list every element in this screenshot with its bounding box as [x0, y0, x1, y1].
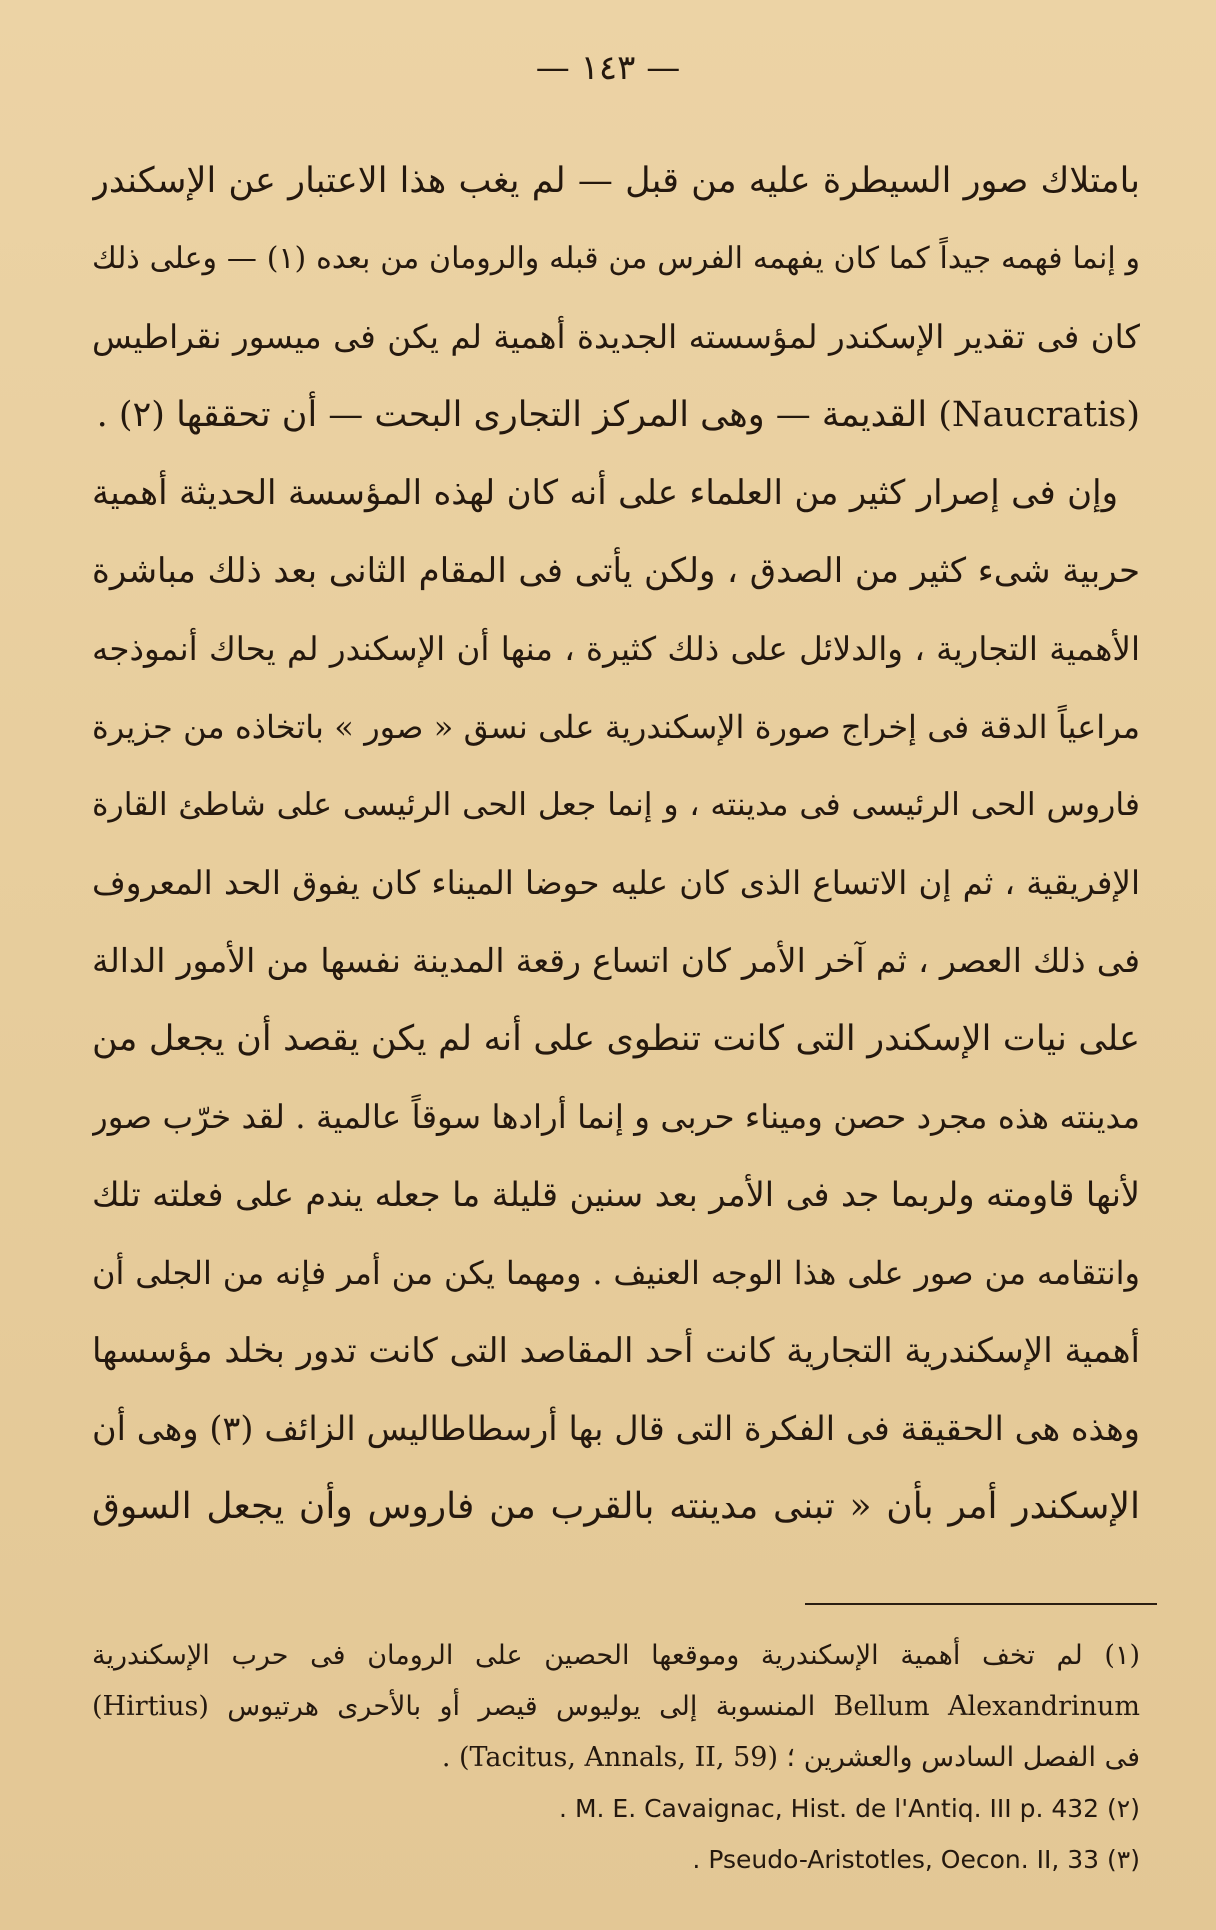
body-line: وإن فى إصرار كثير من العلماء على أنه كان لهذه المؤسسة الحديثة أهمية: [92, 473, 1118, 513]
body-line: أهمية الإسكندرية التجارية كانت أحد المقاصد التى كانت تدور بخلد مؤسسها: [92, 1331, 1140, 1371]
body-line: كان فى تقدير الإسكندر لمؤسسته الجديدة أهمية لم يكن فى ميسور نقراطيس: [92, 318, 1140, 356]
body-line: مراعياً الدقة فى إخراج صورة الإسكندرية على نسق « صور » باتخاذه من جزيرة: [92, 708, 1140, 746]
body-line: لأنها قاومته ولربما جد فى الأمر بعد سنين قليلة ما جعله يندم على فعلته تلك: [92, 1175, 1140, 1214]
footnote-line: Bellum Alexandrinum المنسوبة إلى يوليوس قيصر أو بالأحرى هرتيوس (Hirtius): [92, 1691, 1140, 1722]
footnote-line: فى الفصل السادس والعشرين ؛ (Tacitus, Annals, II, 59) .: [441, 1742, 1140, 1773]
body-line: الأهمية التجارية ، والدلائل على ذلك كثيرة ، منها أن الإسكندر لم يحاك أنموذجه: [92, 630, 1140, 668]
body-line: وانتقامه من صور على هذا الوجه العنيف . ومهما يكن من أمر فإنه من الجلى أن: [92, 1254, 1140, 1292]
footnote-line: (١) لم تخف أهمية الإسكندرية وموقعها الحصين على الرومان فى حرب الإسكندرية: [92, 1640, 1140, 1671]
page-number: — ١٤٣ —: [535, 48, 681, 88]
body-line: الإسكندر أمر بأن « تبنى مدينته بالقرب من فاروس وأن يجعل السوق: [92, 1486, 1140, 1527]
body-line: وهذه هى الحقيقة فى الفكرة التى قال بها أرسطاطاليس الزائف (٣) وهى أن: [92, 1409, 1140, 1448]
body-line: على نيات الإسكندر التى كانت تنطوى على أنه لم يكن يقصد أن يجعل من: [92, 1019, 1140, 1059]
body-line: فاروس الحى الرئيسى فى مدينته ، و إنما جعل الحى الرئيسى على شاطئ القارة: [92, 787, 1140, 823]
body-line: (Naucratis) القديمة — وهى المركز التجارى البحت — أن تحققها (٢) .: [96, 395, 1140, 435]
footnote-divider: [805, 1603, 1157, 1605]
body-line: فى ذلك العصر ، ثم آخر الأمر كان اتساع رقعة المدينة نفسها من الأمور الدالة: [92, 941, 1140, 980]
footnotes: [92, 1630, 1140, 1885]
body-line: الإفريقية ، ثم إن الاتساع الذى كان عليه حوضا الميناء كان يفوق الحد المعروف: [92, 864, 1140, 902]
body-line: و إنما فهمه جيداً كما كان يفهمه الفرس من قبله والرومان من بعده (١) — وعلى ذلك: [92, 241, 1140, 276]
body-line: بامتلاك صور السيطرة عليه من قبل — لم يغب هذا الاعتبار عن الإسكندر: [92, 161, 1140, 201]
footnote-line: (٣) Pseudo-Aristotles, Oecon. II, 33 .: [692, 1845, 1140, 1874]
body-text: [92, 142, 1140, 1546]
footnote-line: (٢) M. E. Cavaignac, Hist. de l'Antiq. III p. 432 .: [559, 1794, 1140, 1823]
body-line: مدينته هذه مجرد حصن وميناء حربى و إنما أرادها سوقاً عالمية . لقد خرّب صور: [92, 1098, 1140, 1136]
body-line: حربية شىء كثير من الصدق ، ولكن يأتى فى المقام الثانى بعد ذلك مباشرة: [92, 551, 1140, 591]
